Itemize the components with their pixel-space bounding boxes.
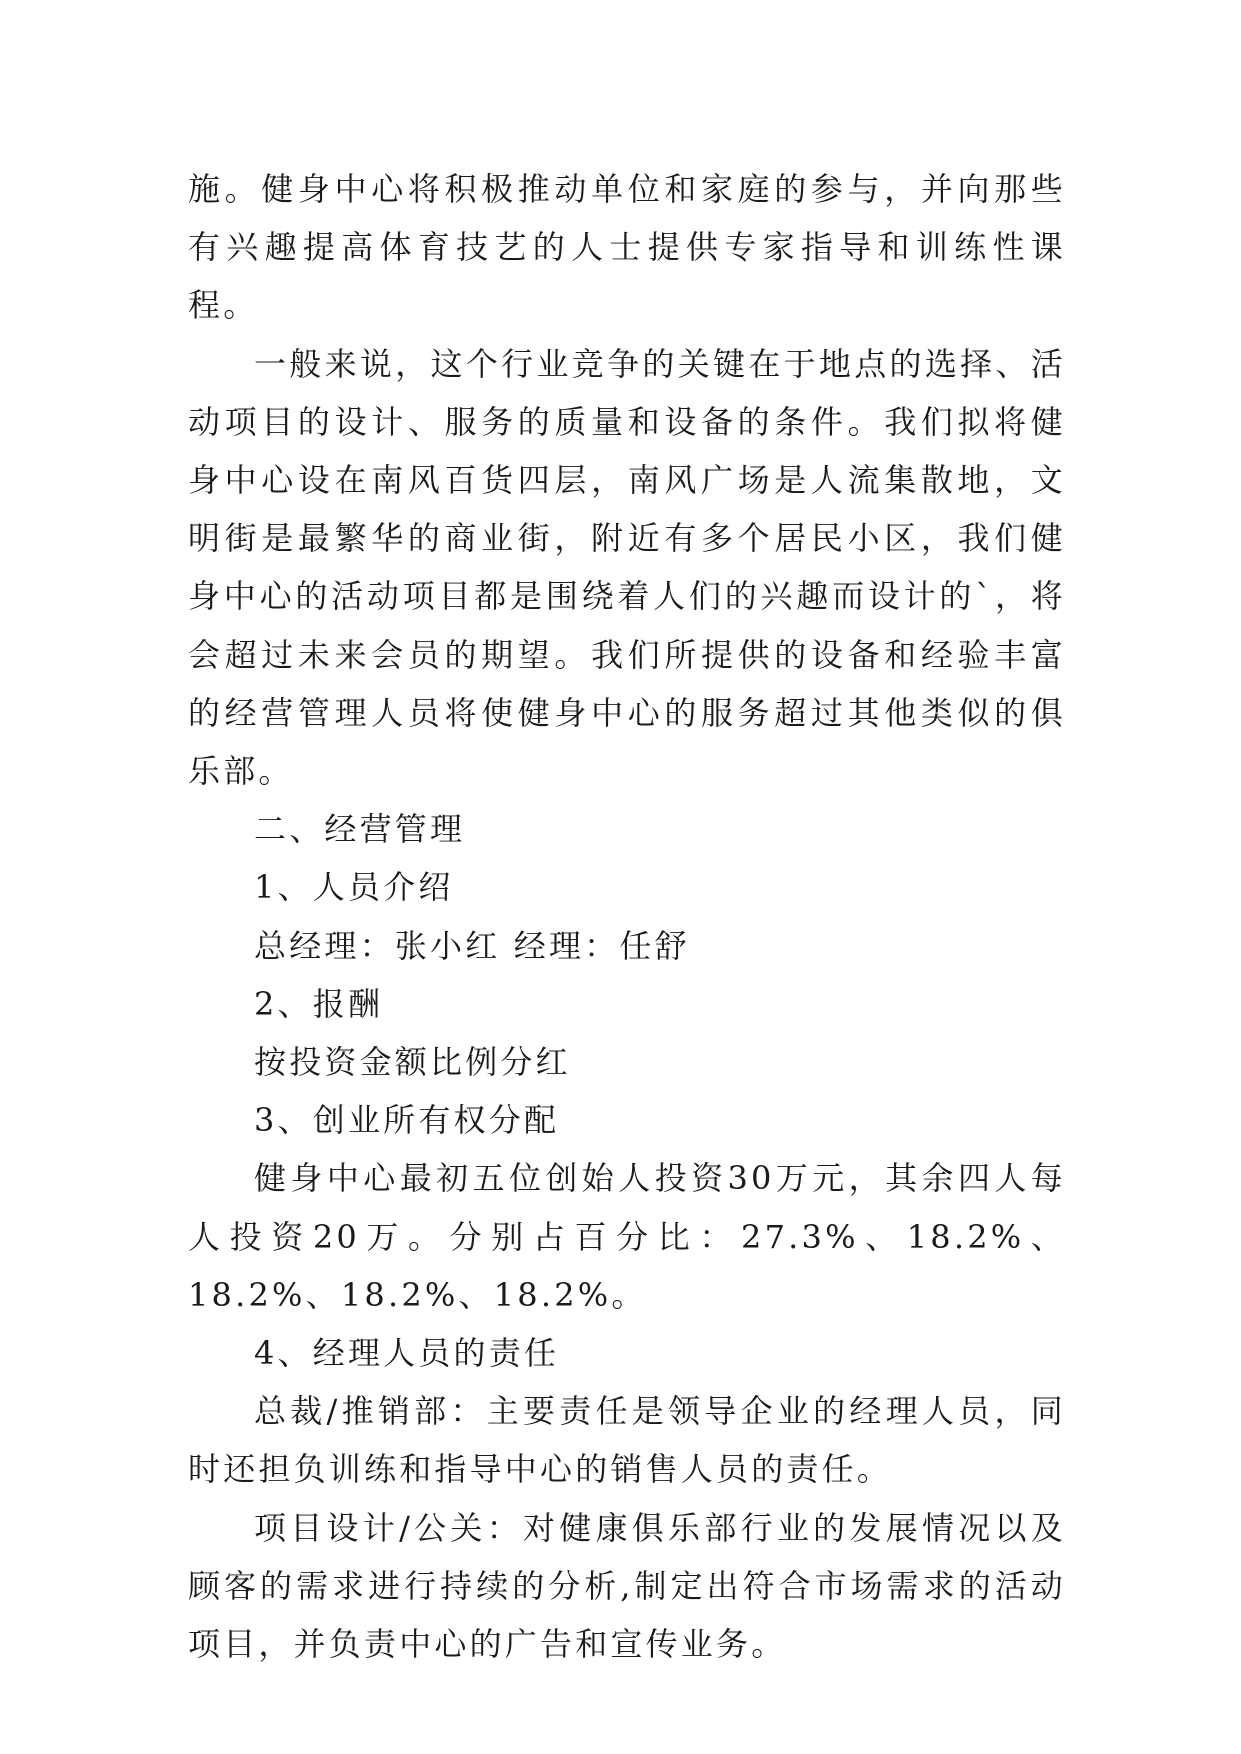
compensation-text: 按投资金额比例分红	[254, 1043, 571, 1082]
paragraph-competition: 一般来说，这个行业竞争的关键在于地点的选择、活动项目的设计、服务的质量和设备的条件。我们拟将健身中心设在南风百货四层，南风广场是人流集散地，文明街是最繁华的商业街，附近有多个居民小区，我们健身中心的活动项目都是围绕着人们的兴趣而设计的`，将会超过未来会员的期望。我们所提供的设备和经验丰富的经营管理人员将使健身中心的服务超过其他类似的俱乐部。	[188, 344, 1066, 791]
document-body	[188, 160, 1066, 1673]
paragraph-continuation: 施。健身中心将积极推动单位和家庭的参与，并向那些有兴趣提高体育技艺的人士提供专家指导和训练性课程。	[188, 170, 1066, 325]
subheading-responsibilities: 4、经理人员的责任	[254, 1334, 560, 1373]
staff-list: 总经理：张小红 经理：任舒	[254, 926, 690, 965]
subheading-compensation: 2、报酬	[254, 984, 384, 1023]
ownership-text: 健身中心最初五位创始人投资30万元，其余四人每人投资20万。分别占百分比：27.3%、18.2%、18.2%、18.2%、18.2%。	[188, 1159, 1066, 1314]
responsibility-design-pr: 项目设计/公关：对健康俱乐部行业的发展情况以及顾客的需求进行持续的分析,制定出符合市场需求的活动项目，并负责中心的广告和宣传业务。	[188, 1508, 1066, 1664]
section-heading-management: 二、经营管理	[254, 810, 466, 849]
responsibility-president: 总裁/推销部：主要责任是领导企业的经理人员，同时还担负训练和指导中心的销售人员的责任。	[188, 1392, 1066, 1489]
subheading-staff: 1、人员介绍	[254, 868, 454, 907]
subheading-ownership: 3、创业所有权分配	[254, 1101, 560, 1140]
